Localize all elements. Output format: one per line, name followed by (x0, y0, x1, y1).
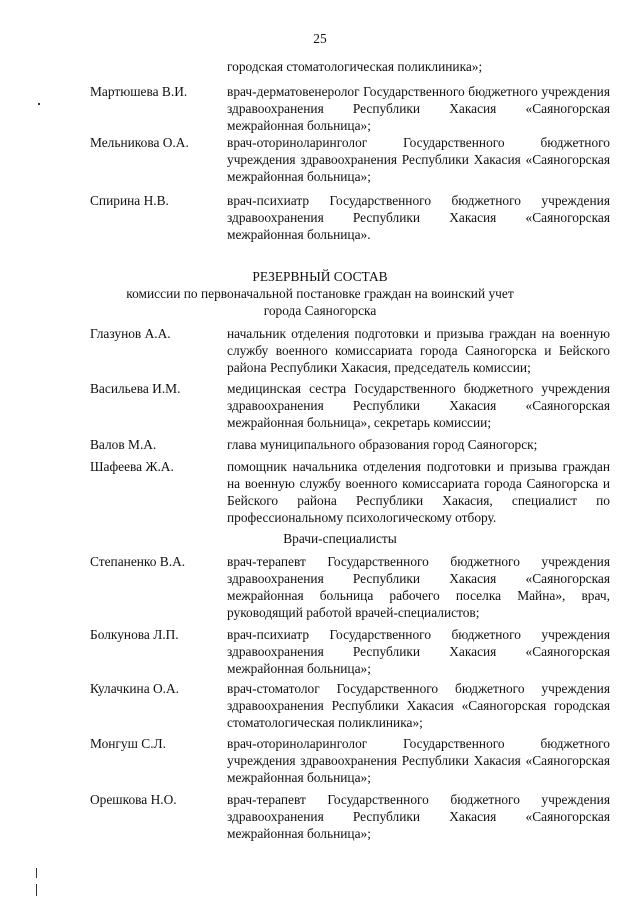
member-name: Орешкова Н.О. (90, 792, 177, 807)
member-description: врач-психиатр Государственного бюджетного учреждения здравоохранения Республики Хакасия «Саяногорская межрайонная больница»; (227, 627, 610, 676)
member-entry (90, 83, 612, 134)
member-description: врач-терапевт Государственного бюджетного учреждения здравоохранения Республики Хакасия «Саяногорская межрайонная больница рабочего поселка Майна», врач, руководящий работой врачей-специалистов; (227, 554, 610, 620)
specialist-entry (90, 626, 612, 677)
member-description: медицинская сестра Государственного бюджетного учреждения здравоохранения Республики Хакасия «Саяногорская межрайонная больница», секретарь комиссии; (227, 381, 610, 430)
scan-mark (36, 868, 37, 878)
reserve-member-entry (90, 325, 612, 376)
reserve-title: РЕЗЕРВНЫЙ СОСТАВ (252, 269, 388, 284)
specialist-entry (90, 735, 612, 786)
member-entry (90, 134, 612, 185)
specialist-entry (90, 680, 612, 731)
page-number: 25 (313, 31, 327, 46)
reserve-subtitle: комиссии по первоначальной постановке граждан на воинский учет (126, 286, 514, 301)
member-name: Глазунов А.А. (90, 326, 171, 341)
reserve-member-entry (90, 458, 612, 526)
member-description: врач-терапевт Государственного бюджетного учреждения здравоохранения Республики Хакасия «Саяногорская межрайонная больница»; (227, 792, 610, 841)
member-description: врач-дерматовенеролог Государственного бюджетного учреждения здравоохранения Республики Хакасия «Саяногорская межрайонная больница»; (227, 84, 610, 133)
specialists-heading: Врачи-специалисты (283, 531, 397, 546)
continuation-text: городская стоматологическая поликлиника»; (227, 59, 483, 74)
reserve-subtitle-city: города Саяногорска (263, 303, 377, 318)
member-name: Болкунова Л.П. (90, 627, 179, 642)
member-description: врач-оториноларинголог Государственного бюджетного учреждения здравоохранения Республики Хакасия «Саяногорская межрайонная больница»; (227, 135, 610, 184)
member-name: Шафеева Ж.А. (90, 459, 174, 474)
member-description: врач-оториноларинголог Государственного бюджетного учреждения здравоохранения Республики Хакасия «Саяногорская межрайонная больница»; (227, 736, 610, 785)
member-name: Спирина Н.В. (90, 193, 169, 208)
member-name: Валов М.А. (90, 437, 157, 452)
member-description: помощник начальника отделения подготовки и призыва граждан на военную службу военного комиссариата города Саяногорска и Бейского района Республики Хакасия, специалист по профессиональному психологическому отбору. (227, 459, 610, 525)
member-name: Монгуш С.Л. (90, 736, 166, 751)
member-name: Степаненко В.А. (90, 554, 186, 569)
member-name: Кулачкина О.А. (90, 681, 180, 696)
member-name: Мельникова О.А. (90, 135, 189, 150)
specialist-entry (90, 553, 612, 621)
reserve-member-entry (90, 380, 612, 431)
member-description: глава муниципального образования город Саяногорск; (227, 437, 538, 452)
member-name: Мартюшева В.И. (90, 84, 188, 99)
reserve-member-entry (90, 436, 612, 453)
specialist-entry (90, 791, 612, 842)
member-entry (90, 192, 612, 243)
scan-mark (36, 884, 37, 896)
member-name: Васильева И.М. (90, 381, 181, 396)
member-description: начальник отделения подготовки и призыва граждан на военную службу военного комиссариата города Саяногорска и Бейского района Республики Хакасия, председатель комиссии; (227, 326, 610, 375)
scan-mark (38, 103, 40, 105)
member-description: врач-психиатр Государственного бюджетного учреждения здравоохранения Республики Хакасия «Саяногорская межрайонная больница». (227, 193, 610, 242)
member-description: врач-стоматолог Государственного бюджетного учреждения здравоохранения Республики Хакасия «Саяногорская городская стоматологическая поликлиника»; (227, 681, 610, 730)
